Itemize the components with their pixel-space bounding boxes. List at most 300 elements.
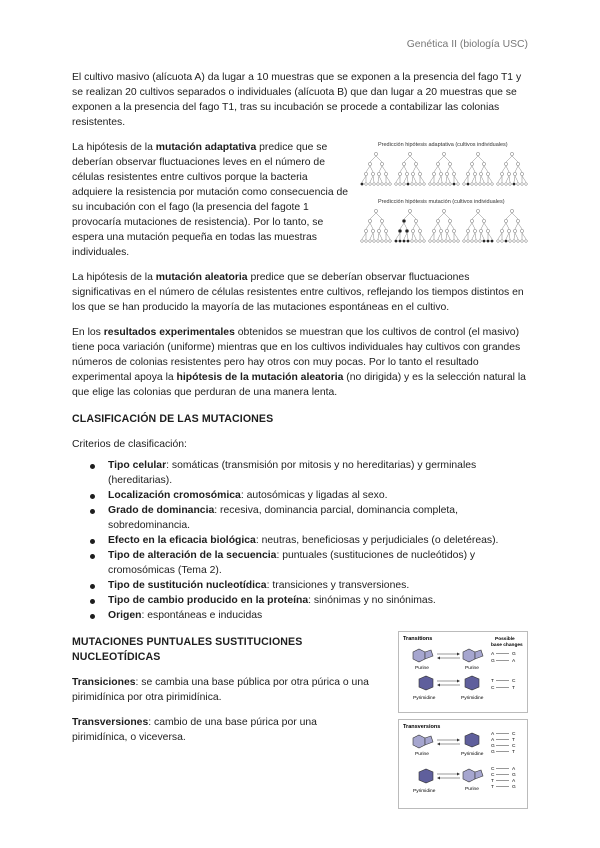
tree-branch <box>502 166 506 172</box>
cell-node <box>513 183 516 186</box>
transition-arrows-purine <box>437 653 460 660</box>
cell-node <box>395 240 398 243</box>
transversion-arrows-top <box>437 739 460 746</box>
cell-node <box>380 219 383 222</box>
purine-molecule-tv-left <box>413 735 433 748</box>
tree-branch <box>379 223 382 229</box>
list-item: Tipo de alteración de la secuencia: puntuales (sustituciones de nucleótidos) y cromosómicas (Tema 2). <box>72 548 528 578</box>
tree-branch <box>438 156 444 162</box>
cell-node <box>483 183 486 186</box>
transversion-changes-pyrimidine <box>491 766 516 790</box>
cell-node <box>479 229 482 232</box>
cell-node <box>510 209 513 212</box>
cell-node <box>365 240 368 243</box>
cell-node <box>487 240 490 243</box>
svg-text:A: A <box>491 738 495 743</box>
purine-base-changes <box>491 651 516 664</box>
list-item: Localización cromosómica: autosómicas y ligadas al sexo. <box>72 488 528 503</box>
tree-branch <box>386 176 390 182</box>
cell-node <box>437 183 440 186</box>
tree-branch <box>413 233 416 239</box>
tree-branch <box>472 166 475 172</box>
cell-node <box>429 183 432 186</box>
cell-node <box>457 183 460 186</box>
tree-branch <box>434 166 438 172</box>
cell-node <box>476 209 479 212</box>
svg-text:G: G <box>491 744 495 749</box>
pyrimidine-base-changes <box>491 678 516 691</box>
tree-branch <box>481 166 484 172</box>
svg-text:G: G <box>491 659 495 664</box>
cell-node <box>399 240 402 243</box>
tree-branch <box>396 233 400 239</box>
cell-node <box>433 240 436 243</box>
tree-branch <box>515 166 518 172</box>
cell-node <box>453 183 456 186</box>
tree-branch <box>370 166 373 172</box>
tree-branch <box>362 176 366 182</box>
cell-node <box>371 172 374 175</box>
purine-molecule-tv-bottom <box>463 769 483 782</box>
cell-node <box>365 183 368 186</box>
tree-branch <box>481 233 484 239</box>
tree-branch <box>506 176 509 182</box>
tree-branch <box>522 233 526 239</box>
cell-node <box>505 240 508 243</box>
tree-branch <box>366 166 370 172</box>
cell-node <box>471 183 474 186</box>
cell-node <box>399 183 402 186</box>
cell-node <box>510 152 513 155</box>
cell-node <box>374 209 377 212</box>
tree-branch <box>370 176 373 182</box>
tree-branch <box>404 166 407 172</box>
svg-text:C: C <box>491 767 495 772</box>
cell-node <box>371 229 374 232</box>
cell-node <box>405 172 408 175</box>
cell-node <box>482 219 485 222</box>
svg-text:T: T <box>512 686 515 691</box>
cell-node <box>436 219 439 222</box>
cell-node <box>419 183 422 186</box>
cell-node <box>441 183 444 186</box>
paragraph-transiciones: Transiciones: se cambia una base pública por otra púrica o una pirimidínica por otra pirimidínica. <box>72 677 369 703</box>
tree-branch <box>454 233 458 239</box>
cell-node <box>466 172 469 175</box>
cell-node <box>475 183 478 186</box>
cell-node <box>500 172 503 175</box>
cell-node <box>475 240 478 243</box>
cell-node <box>432 172 435 175</box>
tree-branch <box>413 223 416 229</box>
svg-text:G: G <box>512 785 516 790</box>
cell-node <box>445 172 448 175</box>
cell-node <box>385 183 388 186</box>
list-item: Grado de dominancia: recesiva, dominancia parcial, dominancia completa, sobredominancia. <box>72 503 528 533</box>
tree-branch <box>509 176 510 182</box>
tree-branch <box>373 176 374 182</box>
tree-branch <box>484 166 488 172</box>
svg-text:G: G <box>512 652 516 657</box>
tree-branch <box>506 223 509 229</box>
cell-node <box>373 240 376 243</box>
tree-branch <box>404 223 407 229</box>
tree-branch <box>396 176 400 182</box>
tree-branch <box>472 213 478 219</box>
tree-branch <box>447 223 450 229</box>
tree-branch <box>488 233 492 239</box>
cell-node <box>482 162 485 165</box>
cell-node <box>415 240 418 243</box>
cell-node <box>486 229 489 232</box>
tree-branch <box>444 156 450 162</box>
cell-node <box>516 219 519 222</box>
tree-branch <box>400 166 404 172</box>
tree-branch <box>446 233 447 239</box>
cell-node <box>521 183 524 186</box>
cell-node <box>497 240 500 243</box>
purine-molecule-left <box>413 649 433 662</box>
pyrimidine-label-left: Pyrimidine <box>413 696 436 701</box>
cell-node <box>402 162 405 165</box>
transversion-changes-purine <box>491 731 516 755</box>
cell-node <box>411 229 414 232</box>
possible-label: Possible <box>495 637 515 642</box>
tree-branch <box>447 166 450 172</box>
tree-branch <box>370 213 376 219</box>
svg-text:C: C <box>512 744 516 749</box>
heading-clasificacion: CLASIFICACIÓN DE LAS MUTACIONES <box>72 413 274 425</box>
pyrimidine-molecule-right <box>465 676 479 690</box>
criteria-list <box>72 458 528 623</box>
cell-node <box>509 240 512 243</box>
cell-node <box>486 172 489 175</box>
cell-node <box>504 162 507 165</box>
cell-node <box>407 183 410 186</box>
tree-branch <box>515 223 518 229</box>
cell-node <box>418 229 421 232</box>
tree-branch <box>478 213 484 219</box>
tree-branch <box>438 166 441 172</box>
cell-node <box>520 229 523 232</box>
tree-branch <box>478 156 484 162</box>
paragraph-transversiones: Transversiones: cambio de una base púrica por una pirimidínica, o viceversa. <box>72 717 317 743</box>
tree-branch <box>506 233 509 239</box>
figure-transitions <box>398 631 528 713</box>
tree-branch <box>400 223 404 229</box>
tree-branch <box>472 156 478 162</box>
cell-node <box>442 209 445 212</box>
figure-fluctuation-trees <box>358 140 528 270</box>
cell-node <box>491 183 494 186</box>
cell-node <box>411 172 414 175</box>
svg-text:A: A <box>491 652 495 657</box>
svg-text:C: C <box>491 773 495 778</box>
svg-text:T: T <box>512 750 515 755</box>
cell-node <box>423 240 426 243</box>
svg-text:G: G <box>491 750 495 755</box>
paragraph-mutacion-aleatoria: La hipótesis de la mutación aleatoria predice que se deberían observar fluctuaciones significativas en el número de células resistentes entre cultivos, reflejando los tiempos distintos en los que se han producido la mayoría de las mutaciones espontáneas en el cultivo. <box>72 272 524 313</box>
tree-branch <box>370 223 373 229</box>
cell-node <box>463 183 466 186</box>
cell-node <box>439 172 442 175</box>
tree-branch <box>407 176 408 182</box>
cell-node <box>368 162 371 165</box>
tree-branch <box>464 233 468 239</box>
cell-node <box>403 240 406 243</box>
cell-node <box>445 229 448 232</box>
cell-node <box>520 172 523 175</box>
cell-node <box>467 183 470 186</box>
tree-branch <box>447 176 450 182</box>
page-content <box>72 70 528 809</box>
tree-branch <box>412 176 413 182</box>
cell-node <box>384 229 387 232</box>
cell-node <box>452 172 455 175</box>
cell-node <box>448 219 451 222</box>
svg-text:A: A <box>491 732 495 737</box>
tree-branch <box>512 213 518 219</box>
cell-node <box>457 240 460 243</box>
tree-branch <box>515 176 518 182</box>
cell-node <box>448 162 451 165</box>
cell-node <box>418 172 421 175</box>
tree-branch <box>514 233 515 239</box>
tree-branch <box>475 176 476 182</box>
tree-branch <box>370 156 376 162</box>
cell-node <box>487 183 490 186</box>
pyrimidine-molecule-left <box>419 676 433 690</box>
svg-text:C: C <box>512 679 516 684</box>
cell-node <box>377 183 380 186</box>
cell-node <box>525 240 528 243</box>
tree-branch <box>410 213 416 219</box>
pyrimidine-label-tv-left: Pyrimidine <box>413 789 436 794</box>
tree-branch <box>382 223 386 229</box>
cell-node <box>442 152 445 155</box>
svg-text:C: C <box>491 686 495 691</box>
cell-node <box>491 240 494 243</box>
cell-node <box>414 219 417 222</box>
svg-text:T: T <box>512 738 515 743</box>
cell-node <box>389 183 392 186</box>
cell-node <box>445 183 448 186</box>
tree-branch <box>475 233 476 239</box>
purine-molecule-right <box>463 649 483 662</box>
cell-node <box>369 183 372 186</box>
tree-branch <box>430 233 434 239</box>
cell-node <box>505 183 508 186</box>
list-item: Tipo de sustitución nucleotídica: transiciones y transversiones. <box>72 578 528 593</box>
cell-node <box>411 240 414 243</box>
cell-node <box>374 152 377 155</box>
tree-branch <box>438 233 441 239</box>
cell-node <box>479 172 482 175</box>
cell-node <box>395 183 398 186</box>
substitution-section <box>72 633 528 809</box>
tree-branch <box>498 176 502 182</box>
cell-node <box>467 240 470 243</box>
cell-node <box>483 240 486 243</box>
list-item: Tipo de cambio producido en la proteína: sinónimas y no sinónimas. <box>72 593 528 608</box>
cell-node <box>513 240 516 243</box>
tree-branch <box>481 176 484 182</box>
tree-branch <box>522 176 526 182</box>
tree-branch <box>518 223 522 229</box>
tree-branch <box>518 166 522 172</box>
cell-node <box>381 240 384 243</box>
tree-branch <box>386 233 390 239</box>
cell-node <box>433 183 436 186</box>
cell-node <box>473 172 476 175</box>
tree-branch <box>480 233 481 239</box>
paragraph-cultivo-masivo: El cultivo masivo (alícuota A) da lugar a 10 muestras que se exponen a la presencia del fago T1 y se realizan 20 cultivos separados o individuales (alícuota B) que dan lugar a 20 muestras que se exponen a la presencia del fago T1, tras su incubación se procede a contabilizar las colonias resistentes. <box>72 72 522 128</box>
tree-branch <box>468 223 472 229</box>
cell-node <box>463 240 466 243</box>
cell-node <box>516 162 519 165</box>
cell-node <box>377 229 380 232</box>
tree-branch <box>441 176 442 182</box>
cell-node <box>414 162 417 165</box>
adaptive-section <box>72 140 528 270</box>
cell-node <box>504 219 507 222</box>
tree-branch <box>378 176 379 182</box>
tree-branch <box>506 166 509 172</box>
tree-branch <box>366 223 370 229</box>
tree-branch <box>441 233 442 239</box>
cell-node <box>368 219 371 222</box>
cell-node <box>423 183 426 186</box>
tree-branch <box>379 176 382 182</box>
tree-branch <box>379 233 382 239</box>
list-item: Tipo celular: somáticas (transmisión por mitosis y no hereditarias) y germinales (hereditarias). <box>72 458 528 488</box>
cell-node <box>476 152 479 155</box>
cell-node <box>364 229 367 232</box>
cell-node <box>517 183 520 186</box>
cell-node <box>389 240 392 243</box>
cell-node <box>449 240 452 243</box>
cell-node <box>384 172 387 175</box>
svg-text:T: T <box>491 779 494 784</box>
cell-node <box>501 240 504 243</box>
cell-node <box>479 240 482 243</box>
transversions-title: Transversions <box>403 724 441 730</box>
tree-branch <box>447 233 450 239</box>
tree-branch <box>378 233 379 239</box>
tree-branch <box>514 176 515 182</box>
tree-branch <box>444 213 450 219</box>
criteria-intro: Criterios de clasificación: <box>72 439 187 450</box>
tree-branch <box>404 213 410 219</box>
tree-branch <box>376 156 382 162</box>
tree-branch <box>506 156 512 162</box>
cell-node <box>449 183 452 186</box>
tree-branch <box>407 233 408 239</box>
cell-node <box>411 183 414 186</box>
cell-node <box>509 183 512 186</box>
tree-branch <box>454 176 458 182</box>
cell-node <box>403 183 406 186</box>
cell-node <box>373 183 376 186</box>
cell-node <box>419 240 422 243</box>
tree-branch <box>480 176 481 182</box>
pyrimidine-label-right: Pyrimidine <box>461 696 484 701</box>
tree-branch <box>438 223 441 229</box>
purine-label-tv-left: Purine <box>415 752 429 757</box>
tree-branch <box>464 176 468 182</box>
tree-branch <box>376 213 382 219</box>
cell-node <box>439 229 442 232</box>
cell-node <box>405 229 408 232</box>
tree-branch <box>404 233 407 239</box>
tree-branch <box>373 233 374 239</box>
cell-node <box>507 229 510 232</box>
svg-text:A: A <box>512 779 516 784</box>
tree-branch <box>379 166 382 172</box>
svg-text:A: A <box>512 659 516 664</box>
cell-node <box>385 240 388 243</box>
cell-node <box>513 229 516 232</box>
cell-node <box>408 209 411 212</box>
cell-node <box>513 172 516 175</box>
tree-branch <box>512 156 518 162</box>
figure-title-adaptive: Predicción hipótesis adaptativa (cultivos individuales) <box>378 142 508 148</box>
purine-label-right: Purine <box>465 666 479 671</box>
tree-branch <box>434 223 438 229</box>
tree-branch <box>515 233 518 239</box>
tree-branch <box>404 156 410 162</box>
cell-node <box>500 229 503 232</box>
tree-branch <box>450 223 454 229</box>
tree-branch <box>481 223 484 229</box>
transitions-title: Transitions <box>403 636 433 642</box>
cell-node <box>525 183 528 186</box>
cell-node <box>501 183 504 186</box>
cell-node <box>364 172 367 175</box>
cell-node <box>381 183 384 186</box>
cell-node <box>398 172 401 175</box>
cell-node <box>432 229 435 232</box>
cell-node <box>408 152 411 155</box>
cell-node <box>361 183 364 186</box>
svg-text:A: A <box>512 767 516 772</box>
tree-branch <box>502 223 506 229</box>
svg-text:T: T <box>491 785 494 790</box>
cell-node <box>470 219 473 222</box>
tree-branch <box>488 176 492 182</box>
cell-node <box>470 162 473 165</box>
cell-node <box>415 183 418 186</box>
cell-node <box>377 172 380 175</box>
figure-title-random: Predicción hipótesis mutación (cultivos individuales) <box>378 199 505 205</box>
cell-node <box>407 240 410 243</box>
tree-branch <box>472 223 475 229</box>
svg-text:C: C <box>512 732 516 737</box>
cell-node <box>437 240 440 243</box>
page-header: Genética II (biología USC) <box>406 39 528 50</box>
cell-node <box>380 162 383 165</box>
paragraph-mutacion-adaptativa: La hipótesis de la mutación adaptativa predice que se deberían observar fluctuaciones leves en el número de células resistentes entre cultivos porque la bacteria adquiere la resistencia por mutación como consecuencia de su incubación con el fago (la presencia del fagote 1 provocaría mutaciones de resistencia). Por lo tanto, se espera una mutación pequeña en todas las muestras individuales. <box>72 142 349 258</box>
cell-node <box>377 240 380 243</box>
cell-node <box>471 240 474 243</box>
cell-node <box>466 229 469 232</box>
tree-branch <box>416 166 420 172</box>
tree-branch <box>410 156 416 162</box>
pyrimidine-label-tv-top: Pyrimidine <box>461 752 484 757</box>
tree-branch <box>430 176 434 182</box>
transition-arrows-pyrimidine <box>437 680 460 687</box>
tree-branch <box>468 166 472 172</box>
